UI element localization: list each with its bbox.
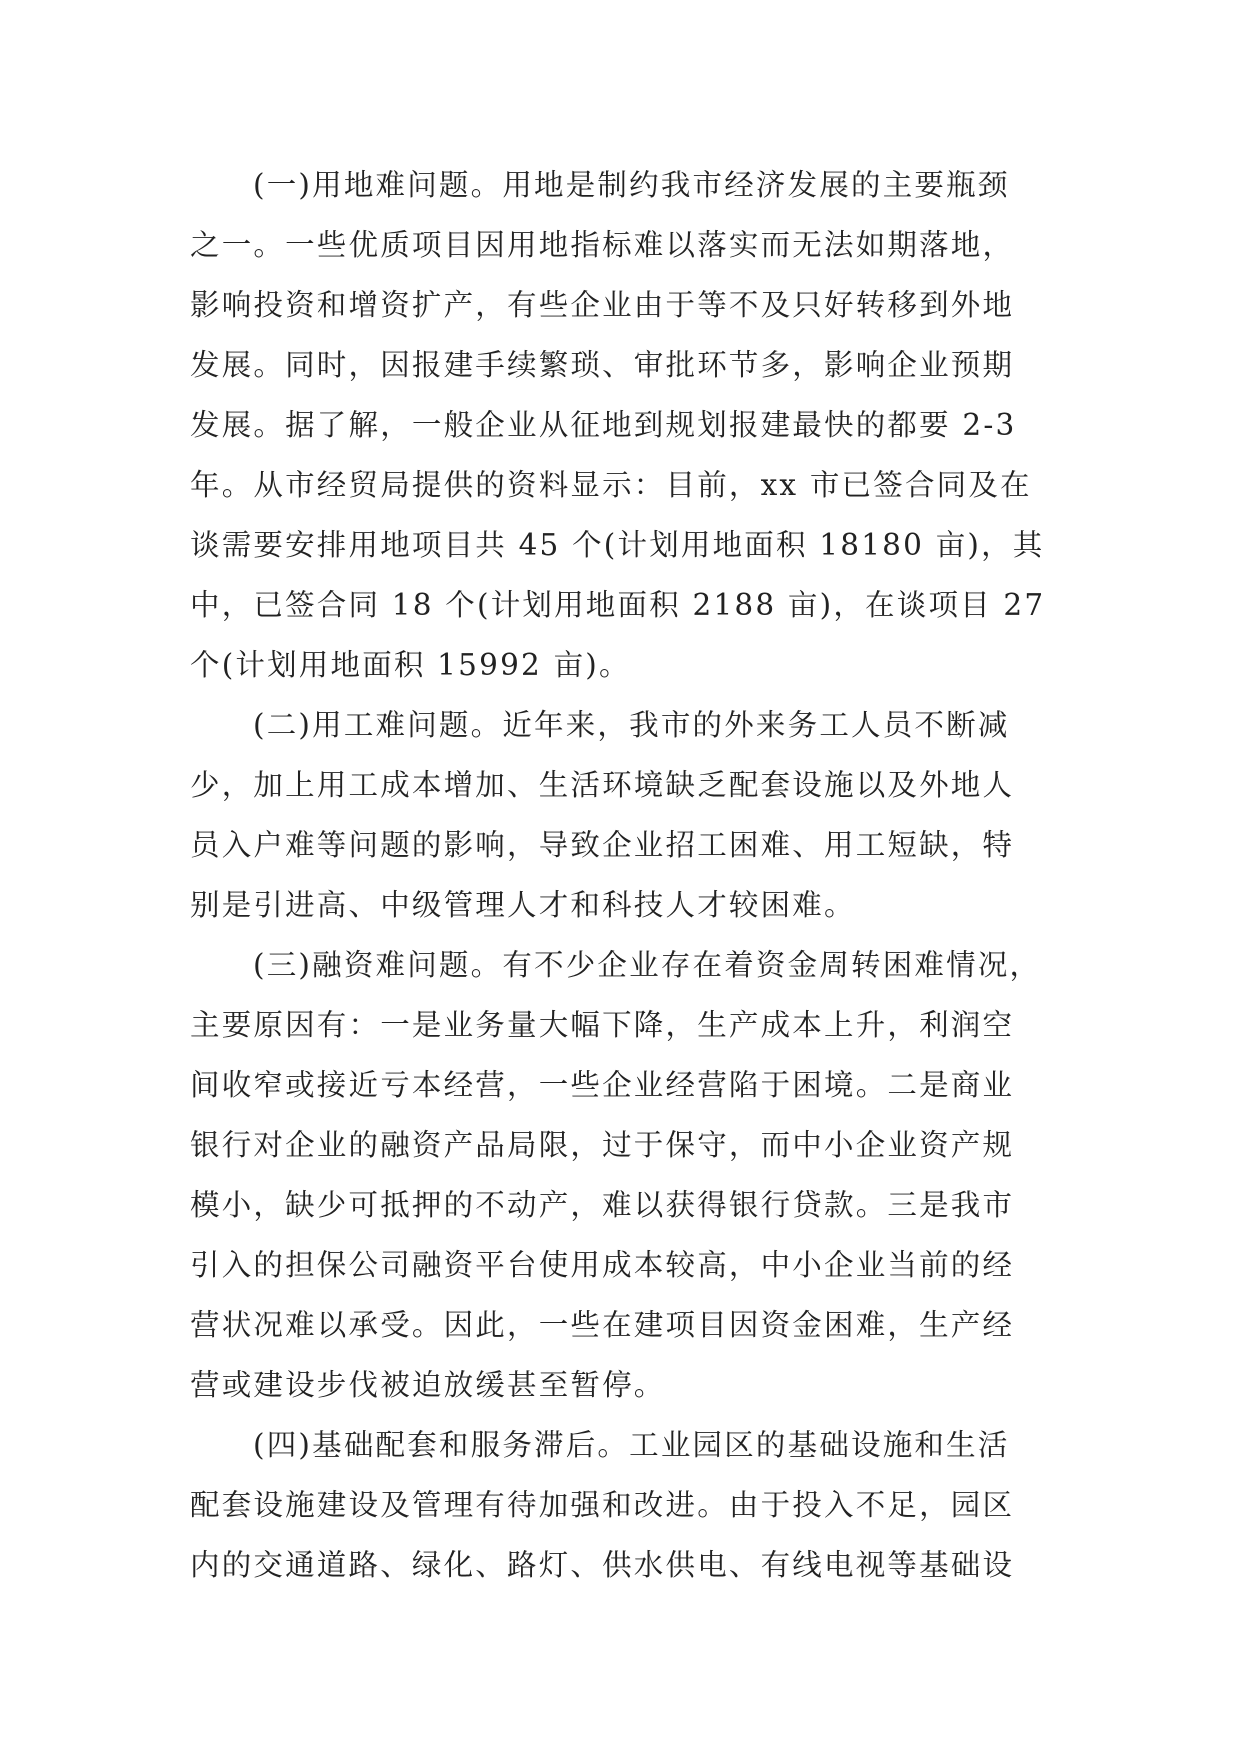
paragraph-4-line-1: (四)基础配套和服务滞后。工业园区的基础设施和生活 xyxy=(253,1428,1010,1462)
paragraph-3-line-6: 引入的担保公司融资平台使用成本较高，中小企业当前的经 xyxy=(190,1248,1015,1282)
paragraph-4-line-3: 内的交通道路、绿化、路灯、供水供电、有线电视等基础设 xyxy=(190,1548,1015,1582)
paragraph-2-line-3: 员入户难等问题的影响，导致企业招工困难、用工短缺，特 xyxy=(190,828,1015,862)
paragraph-3-line-5: 模小，缺少可抵押的不动产，难以获得银行贷款。三是我市 xyxy=(190,1188,1015,1222)
paragraph-1-line-2: 之一。一些优质项目因用地指标难以落实而无法如期落地， xyxy=(190,228,1015,262)
paragraph-2-line-4: 别是引进高、中级管理人才和科技人才较困难。 xyxy=(190,888,856,922)
paragraph-1-line-8: 中，已签合同 18 个(计划用地面积 2188 亩)，在谈项目 27 xyxy=(190,588,1046,622)
paragraph-3-line-3: 间收窄或接近亏本经营，一些企业经营陷于困境。二是商业 xyxy=(190,1068,1015,1102)
paragraph-1-line-1: (一)用地难问题。用地是制约我市经济发展的主要瓶颈 xyxy=(253,168,1010,202)
paragraph-1-line-4: 发展。同时，因报建手续繁琐、审批环节多，影响企业预期 xyxy=(190,348,1015,382)
paragraph-3-line-4: 银行对企业的融资产品局限，过于保守，而中小企业资产规 xyxy=(190,1128,1015,1162)
paragraph-3-line-7: 营状况难以承受。因此，一些在建项目因资金困难，生产经 xyxy=(190,1308,1015,1342)
document-body xyxy=(190,155,1070,1595)
paragraph-1-line-5: 发展。据了解，一般企业从征地到规划报建最快的都要 2-3 xyxy=(190,408,1017,442)
paragraph-1-line-3: 影响投资和增资扩产，有些企业由于等不及只好转移到外地 xyxy=(190,288,1015,322)
paragraph-3-line-1: (三)融资难问题。有不少企业存在着资金周转困难情况， xyxy=(253,948,1042,982)
paragraph-3-line-2: 主要原因有：一是业务量大幅下降，生产成本上升，利润空 xyxy=(190,1008,1015,1042)
paragraph-1-line-9: 个(计划用地面积 15992 亩)。 xyxy=(190,648,631,682)
paragraph-2-line-2: 少，加上用工成本增加、生活环境缺乏配套设施以及外地人 xyxy=(190,768,1015,802)
paragraph-2-line-1: (二)用工难问题。近年来，我市的外来务工人员不断减 xyxy=(253,708,1010,742)
paragraph-1-line-7: 谈需要安排用地项目共 45 个(计划用地面积 18180 亩)，其 xyxy=(190,528,1045,562)
paragraph-1-line-6: 年。从市经贸局提供的资料显示：目前，xx 市已签合同及在 xyxy=(190,468,1032,502)
paragraph-3-line-8: 营或建设步伐被迫放缓甚至暂停。 xyxy=(190,1368,666,1402)
paragraph-4-line-2: 配套设施建设及管理有待加强和改进。由于投入不足，园区 xyxy=(190,1488,1015,1522)
